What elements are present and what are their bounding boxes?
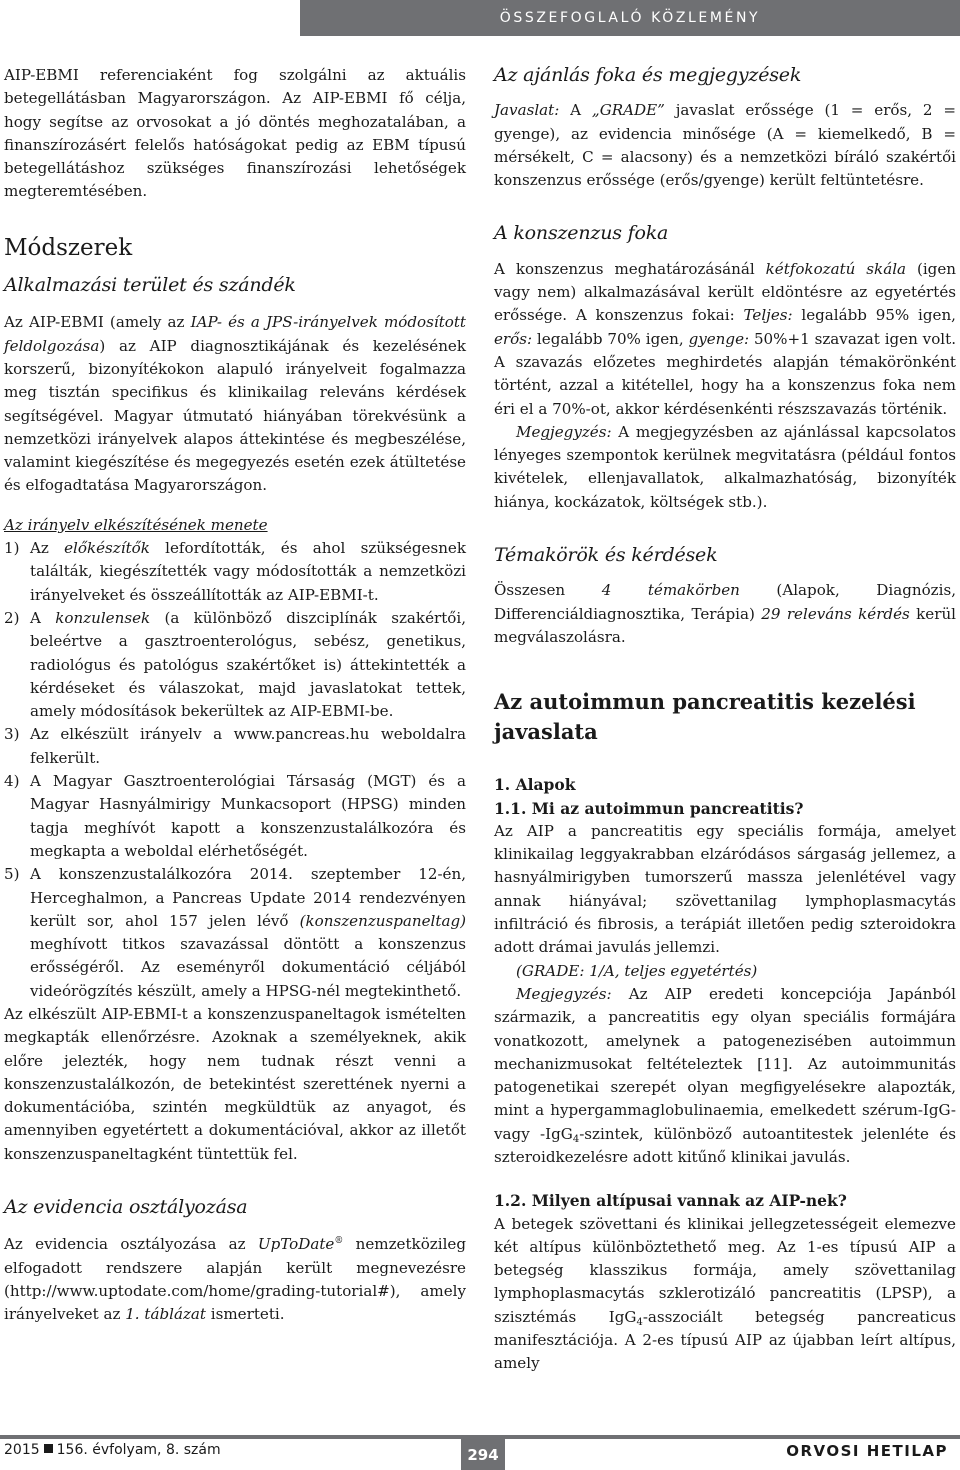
- topics-heading: Témakörök és kérdések: [494, 544, 718, 567]
- subsection-heading-1-2: 1.2. Milyen altípusai vannak az AIP-nek?: [494, 1191, 847, 1211]
- left-column: [4, 64, 466, 1327]
- footer-year: 2015: [4, 1442, 40, 1458]
- after-steps-paragraph: Az elkészült AIP-EBMI-t a konszenzuspaneltagok ismételten megkapták ellenőrzésre. Azoknak a személyeknek, akik előre jelezték, hogy nem tudnak részt venni a konszenzustalálkozón, de betekintést szerettének nyerni a dokumentációba, szintén megküldtük az anyagot, és amennyiben egyetértett a dokumentációval, akkor az illetőt konszenzuspaneltagként tüntettük fel.: [4, 1004, 466, 1163]
- section-label: ÖSSZEFOGLALÓ KÖZLEMÉNY: [499, 10, 761, 26]
- recommendation-paragraph: Javaslat: A „GRADE” javaslat erőssége (1 = erős, 2 = gyenge), az evidencia minősége (A = kiemelkedő, B = mérsékelt, C = alacsony) és a nemzetközi bíráló szakértői konszenzus erőssége (erős/gyenge) került feltüntetésre.: [494, 101, 956, 190]
- definition-paragraph: Az AIP a pancreatitis egy speciális formája, amelyet klinikailag leggyakrabban elzáródásos sárgaság jellemez, a hasnyálmirigyben tumorszerű massza jelenlétével vagy annak hiányával; szövettanilag lymphoplasmacytás infiltráció és fibrosis, a terápiát illetően pedig szteroidokra adott drámai javulás jellemzi.: [494, 821, 956, 957]
- note-1-1-paragraph: Megjegyzés: Az AIP eredeti koncepciója Japánból származik, a pancreatitis egy olyan speciális formájára vonatkozott, amelynek a patogenezisében autoimmun mechanizmusokat feltételeztek [11]. Az autoimmunitás patogenetikai szerepét olyan megfigyelésekre alapozták, mint a hypergammaglobulinaemia, emelkedett szérum-IgG- vagy -IgG$_4$-szintek, különböző autoantitestek jelenléte és szteroidkezelésre adott kitűnő klinikai javulás.: [494, 984, 956, 1166]
- square-separator-icon: [44, 1444, 53, 1453]
- list-item: 2) A konzulensek (a különböző diszciplínák szakértői, beleértve a gasztroenterológus, sebész, genetikus, radiológus és patológus szakértőket is) áttekintették a kérdéseket és válaszokat, majd javaslatokat tettek, amely módosítások bekerültek az AIP-EBMI-be.: [4, 608, 466, 721]
- right-column: [494, 64, 956, 1376]
- list-item: 4) A Magyar Gasztroenterológiai Társaság (MGT) és a Magyar Hasnyálmirigy Munkacsoport (HPSG) minden tagja meghívót kapott a konszenzustalálkozóra és megkapta a weboldal elérhetőségét.: [4, 772, 466, 860]
- evidence-heading: Az evidencia osztályozása: [4, 1196, 248, 1219]
- grade-line: (GRADE: 1/A, teljes egyetértés): [516, 961, 758, 980]
- subsection-heading-1: 1. Alapok: [494, 775, 576, 795]
- journal-name: ORVOSI HETILAP: [786, 1442, 948, 1460]
- page-number: 294: [461, 1439, 505, 1470]
- subsection-heading-1-1: 1.1. Mi az autoimmun pancreatitis?: [494, 798, 804, 818]
- scope-heading: Alkalmazási terület és szándék: [4, 274, 296, 297]
- footer-volume: 156. évfolyam, 8. szám: [56, 1442, 221, 1458]
- list-item: 1) Az előkészítők lefordították, és ahol szükségesnek találták, kiegészítették vagy módosították a nemzetközi irányelveket és összeállították az AIP-EBMI-t.: [4, 539, 466, 604]
- recommendation-heading: Az ajánlás foka és megjegyzések: [494, 64, 802, 86]
- intro-paragraph: AIP-EBMI referenciaként fog szolgálni az aktuális betegellátásban Magyarországon. Az AIP-EBMI fő célja, hogy segítse az orvosokat a jó döntés meghozatalában, a finanszírozásért felelős hatóságokat pedig az EBM típusú betegellátáshoz szükséges finanszírozási lehetőségek megteremtésében.: [4, 66, 466, 201]
- consensus-paragraph: A konszenzus meghatározásánál kétfokozatú skála (igen vagy nem) alkalmazásával került eldöntésre az egyetértés erőssége. A konszenzus fokai: Teljes: legalább 95% igen, erős: legalább 70% igen, gyenge: 50%+1 szavazat igen volt. A szavazás előzetes meghirdetés alapján témakörönként történt, azzal a kitétellel, hogy ha a konszenzus foka nem éri el a 70%-ot, akkor kérdésenkénti részszavazás történik.: [494, 259, 956, 418]
- consensus-heading: A konszenzus foka: [494, 222, 669, 245]
- scope-paragraph: Az AIP-EBMI (amely az IAP- és a JPS-irányelvek módosított feldolgozása) az AIP diagnosztikájának és kezelésének korszerű, bizonyítékokon alapuló irányelveit fogalmazza meg tisztán specifikus és klinikailag releváns kérdések segítségével. Magyar útmutató hiányában törekvésünk a nemzetközi irányelvek alapos áttekintése és megbeszélése, valamint kiegészítése és megegyezés esetén ezek átültetése és elfogadtatása Magyarországon.: [4, 313, 466, 495]
- process-steps: [4, 537, 466, 1003]
- topics-paragraph: Összesen 4 témakörben (Alapok, Diagnózis, Differenciáldiagnosztika, Terápia) 29 releváns kérdés kerül megválaszolásra.: [494, 581, 956, 646]
- note-paragraph: Megjegyzés: A megjegyzésben az ajánlással kapcsolatos lényeges szempontok kerülnek megvitatásra (például fontos kivételek, ellenjavallatok, alkalmazhatóság, bizonyíték hiánya, kockázatok, költségek stb.).: [494, 422, 956, 511]
- footer-issue: [4, 1442, 221, 1458]
- list-item: 3) Az elkészült irányelv a www.pancreas.hu weboldalra felkerült.: [4, 725, 466, 767]
- subtypes-paragraph: A betegek szövettani és klinikai jellegzetességeit elemezve két altípus különböztethető meg. Az 1-es típusú AIP a betegség klasszikus formája, amely szövettanilag lymphoplasmacytás szklerotizáló pancreatitis (LPSP), a szisztémás IgG$_4$-asszociált betegség pancreaticus manifesztációja. A 2-es típusú AIP az újabban leírt altípus, amely: [494, 1214, 956, 1373]
- evidence-paragraph: Az evidencia osztályozása az UpToDate® nemzetközileg elfogadott rendszere alapján került megnevezésre (http://www.uptodate.com/home/grading-tutorial#), amely irányelveket az 1. táblázat ismerteti.: [4, 1235, 466, 1324]
- methods-heading: Módszerek: [4, 234, 133, 261]
- process-heading: Az irányelv elkészítésének menete: [4, 515, 268, 534]
- list-item: 5) A konszenzustalálkozóra 2014. szeptember 12-én, Herceghalmon, a Pancreas Update 2014 rendezvényen került sor, ahol 157 jelen lévő (konszenzuspaneltag) meghívott titkos szavazással döntött a konszenzus erősségéről. Az eseményről dokumentáció céljából videórögzítés készült, amely a HPSG-nél megtekinthető.: [4, 865, 466, 1000]
- section-banner: [300, 0, 960, 36]
- main-section-heading: Az autoimmun pancreatitis kezelési javaslata: [494, 689, 916, 745]
